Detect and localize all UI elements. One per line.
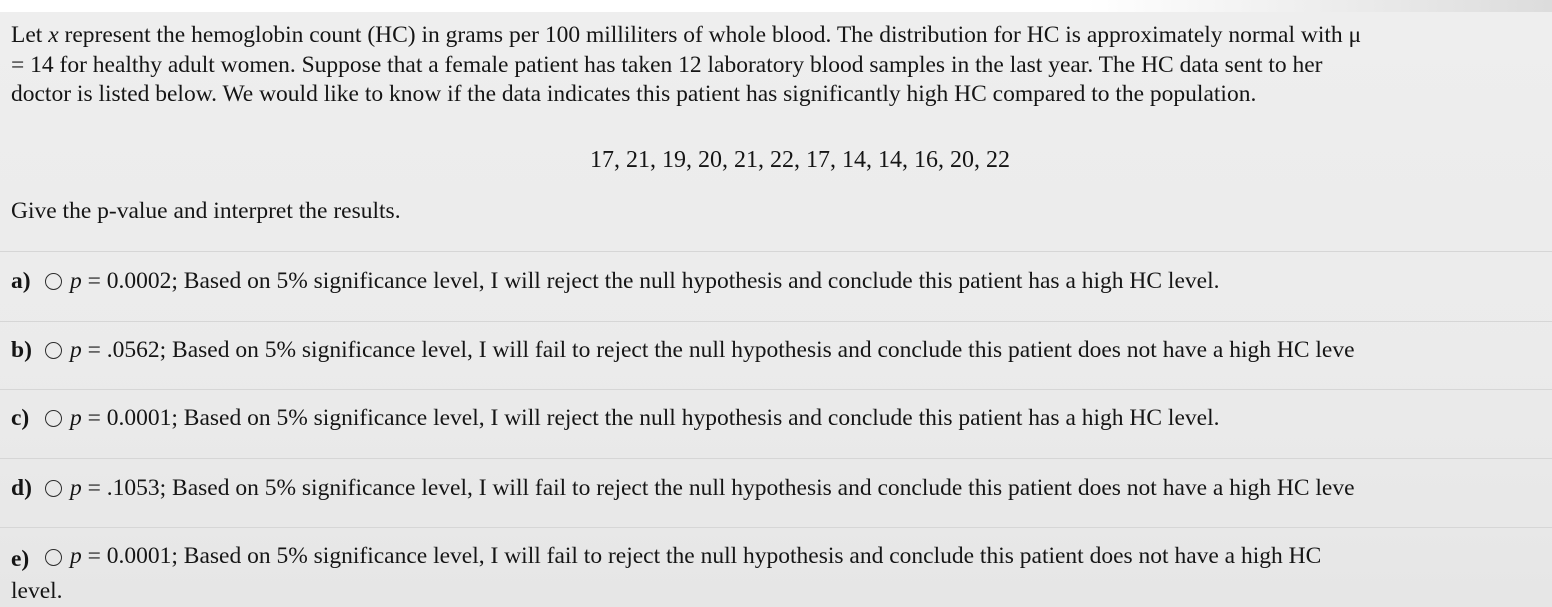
option-d[interactable]: d) p = .1053; Based on 5% significance level, I will fail to reject the null hypothesis and conclude this patient does not have a high HC leve — [11, 475, 1355, 501]
radio-button-b[interactable] — [45, 342, 62, 359]
separator — [0, 321, 1552, 322]
option-letter: c) — [11, 405, 30, 431]
option-letter: b) — [11, 337, 32, 363]
option-c-text: = 0.0001; Based on 5% significance level, I will reject the null hypothesis and conclude this patient has a high HC level. — [81, 405, 1220, 431]
radio-button-c[interactable] — [45, 410, 62, 427]
option-a-text: = 0.0002; Based on 5% significance level, I will reject the null hypothesis and conclude this patient has a high HC level. — [81, 268, 1220, 294]
option-e-text-continued: level. — [11, 578, 63, 604]
question-prompt: Give the p-value and interpret the results. — [11, 198, 401, 224]
intro-line-3: doctor is listed below. We would like to know if the data indicates this patient has significantly high HC compared to the population. — [11, 81, 1257, 107]
hc-data-values: 17, 21, 19, 20, 21, 22, 17, 14, 14, 16, 20, 22 — [590, 147, 1010, 173]
radio-button-d[interactable] — [45, 480, 62, 497]
option-b[interactable]: b) p = .0562; Based on 5% significance level, I will fail to reject the null hypothesis and conclude this patient does not have a high HC leve — [11, 337, 1355, 363]
option-b-text: = .0562; Based on 5% significance level, I will fail to reject the null hypothesis and conclude this patient does not have a high HC leve — [81, 337, 1355, 363]
option-a[interactable]: a) p = 0.0002; Based on 5% significance level, I will reject the null hypothesis and conclude this patient has a high HC level. — [11, 268, 1220, 294]
separator — [0, 527, 1552, 528]
option-c[interactable]: c) p = 0.0001; Based on 5% significance level, I will reject the null hypothesis and conclude this patient has a high HC level. — [11, 405, 1220, 431]
separator — [0, 389, 1552, 390]
option-e[interactable]: e) p = 0.0001; Based on 5% significance level, I will fail to reject the null hypothesis and conclude this patient does not have a high HC — [11, 543, 1322, 572]
option-d-text: = .1053; Based on 5% significance level, I will fail to reject the null hypothesis and conclude this patient does not have a high HC leve — [81, 475, 1355, 501]
option-letter: e) — [11, 546, 30, 572]
option-e-text: = 0.0001; Based on 5% significance level, I will fail to reject the null hypothesis and conclude this patient does not have a high HC — [81, 543, 1322, 569]
radio-button-e[interactable] — [45, 549, 62, 566]
question-intro — [11, 21, 1547, 110]
separator — [0, 251, 1552, 252]
radio-button-a[interactable] — [45, 273, 62, 290]
top-bar — [0, 0, 1552, 12]
variable-x: x — [48, 22, 59, 48]
option-letter: d) — [11, 475, 32, 501]
intro-line-1: Let x represent the hemoglobin count (HC) in grams per 100 milliliters of whole blood. The distribution for HC is approximately normal with μ — [11, 22, 1362, 48]
separator — [0, 458, 1552, 459]
intro-line-2: = 14 for healthy adult women. Suppose that a female patient has taken 12 laboratory blood samples in the last year. The HC data sent to her — [11, 51, 1323, 78]
option-letter: a) — [11, 268, 31, 294]
